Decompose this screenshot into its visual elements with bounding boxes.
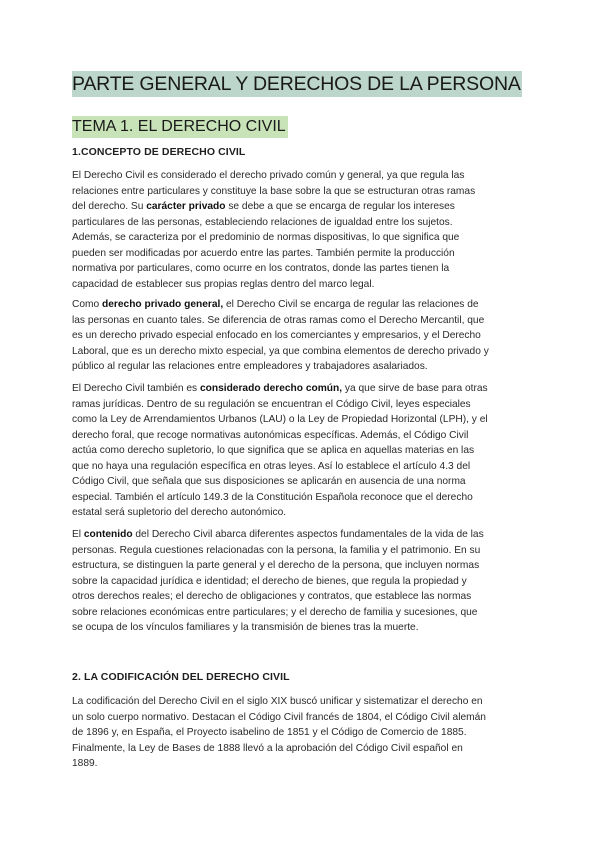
text-line: La codificación del Derecho Civil en el siglo XIX buscó unificar y sistematizar el derecho en: [72, 696, 483, 707]
text-line: derecho foral, que recoge normativas autonómicas específicas. Además, el Código Civil: [72, 429, 469, 441]
bold-term: derecho privado general,: [102, 299, 224, 310]
section-heading-concepto: 1.CONCEPTO DE DERECHO CIVIL: [72, 146, 246, 158]
text-run: El: [72, 529, 84, 540]
paragraph-definicion: [72, 168, 528, 292]
text-line: otros derechos reales; el derecho de obligaciones y contratos, que establece las normas: [72, 591, 472, 602]
text-line: estatal será supletorio del derecho autonómico.: [72, 507, 287, 518]
text-line: [72, 199, 528, 215]
text-run: El Derecho Civil también es: [72, 383, 200, 394]
document-title: PARTE GENERAL Y DERECHOS DE LA PERSONA: [72, 73, 521, 95]
text-line: [72, 527, 528, 543]
text-line: estructura, se distinguen la parte general y el derecho de la persona, que incluyen normas: [72, 560, 480, 571]
text-run: Como: [72, 299, 103, 310]
text-line: pueden ser modificadas por acuerdo entre las partes. También permite la producción: [72, 247, 455, 259]
text-run: ya que sirve de base para otras: [342, 383, 488, 394]
text-line: [72, 381, 528, 397]
text-line: sobre relaciones económicas entre particulares; y el derecho de familia y sucesiones, que: [72, 606, 478, 618]
text-line: de 1896 y, en España, el Proyecto isabelino de 1851 y el Código de Comercio de 1885.: [72, 727, 467, 738]
text-line: como la Ley de Arrendamientos Urbanos (LAU) o la Ley de Propiedad Horizontal (LPH), y el: [72, 414, 488, 425]
text-line: Además, se caracteriza por el predominio de normas dispositivas, lo que significa que: [72, 232, 460, 243]
text-line: El Derecho Civil es considerado el derecho privado común y general, ya que regula las: [72, 170, 465, 181]
bold-term: considerado derecho común,: [199, 383, 343, 394]
section-heading-codificacion: 2. LA CODIFICACIÓN DEL DERECHO CIVIL: [72, 671, 290, 683]
text-line: público al regular las relaciones entre empleadores y trabajadores asalariados.: [72, 361, 428, 372]
text-line: personas. Regula cuestiones relacionadas con la persona, la familia y el patrimonio. En su: [72, 544, 481, 556]
text-line: se ocupa de los vínculos familiares y la transmisión de bienes tras la muerte.: [72, 622, 419, 633]
paragraph-contenido: [72, 527, 528, 636]
text-run: del derecho. Su: [72, 201, 147, 212]
paragraph-codificacion: [72, 694, 528, 772]
text-line: particulares de las personas, estableciendo relaciones de igualdad entre los sujetos.: [72, 216, 453, 228]
chapter-title: TEMA 1. EL DERECHO CIVIL: [72, 116, 288, 138]
text-line: capacidad de establecer sus propias reglas dentro del marco legal.: [72, 278, 375, 290]
text-line: relaciones entre particulares y constituye la base sobre la que se estructuran otras ramas: [72, 185, 476, 197]
paragraph-derecho-comun: [72, 381, 528, 521]
text-line: [72, 297, 528, 313]
text-run: el Derecho Civil se encarga de regular las relaciones de: [223, 299, 479, 310]
bold-term: contenido: [83, 529, 133, 540]
text-line: actúa como derecho supletorio, lo que significa que se aplica en aquellas materias en las: [72, 445, 475, 456]
text-line: sobre la capacidad jurídica e identidad; el derecho de bienes, que regula la propiedad y: [72, 575, 467, 587]
text-run: se debe a que se encarga de regular los intereses: [225, 201, 455, 212]
text-line: Finalmente, la Ley de Bases de 1888 llevó a la aprobación del Código Civil español en: [72, 742, 463, 754]
text-line: especial. También el artículo 149.3 de la Constitución Española reconoce que el derecho: [72, 491, 473, 503]
text-line: normativa por particulares, como ocurre en los contratos, donde las partes tienen la: [72, 263, 450, 274]
text-line: las personas en cuanto tales. Se diferencia de otras ramas como el Derecho Mercantil, que: [72, 314, 485, 326]
text-line: que no haya una regulación específica en otras leyes. Así lo establece el artículo 4.3 del: [72, 460, 471, 472]
text-line: Código Civil, que señala que sus disposiciones se aplicarán en ausencia de una norma: [72, 476, 466, 487]
paragraph-derecho-privado-general: [72, 297, 528, 375]
text-run: del Derecho Civil abarca diferentes aspectos fundamentales de la vida de las: [132, 529, 484, 540]
text-line: es un derecho privado especial enfocado en los comerciantes y empresarios, y el Derecho: [72, 330, 481, 341]
text-line: un solo cuerpo normativo. Destacan el Código Civil francés de 1804, el Código Civil alemán: [72, 711, 486, 723]
text-line: ramas jurídicas. Dentro de su regulación se encuentran el Código Civil, leyes especiales: [72, 398, 471, 410]
bold-term: carácter privado: [146, 201, 226, 212]
text-line: Laboral, que es un derecho mixto especial, ya que combina elementos de derecho privado y: [72, 345, 489, 357]
text-line: 1889.: [72, 758, 98, 769]
